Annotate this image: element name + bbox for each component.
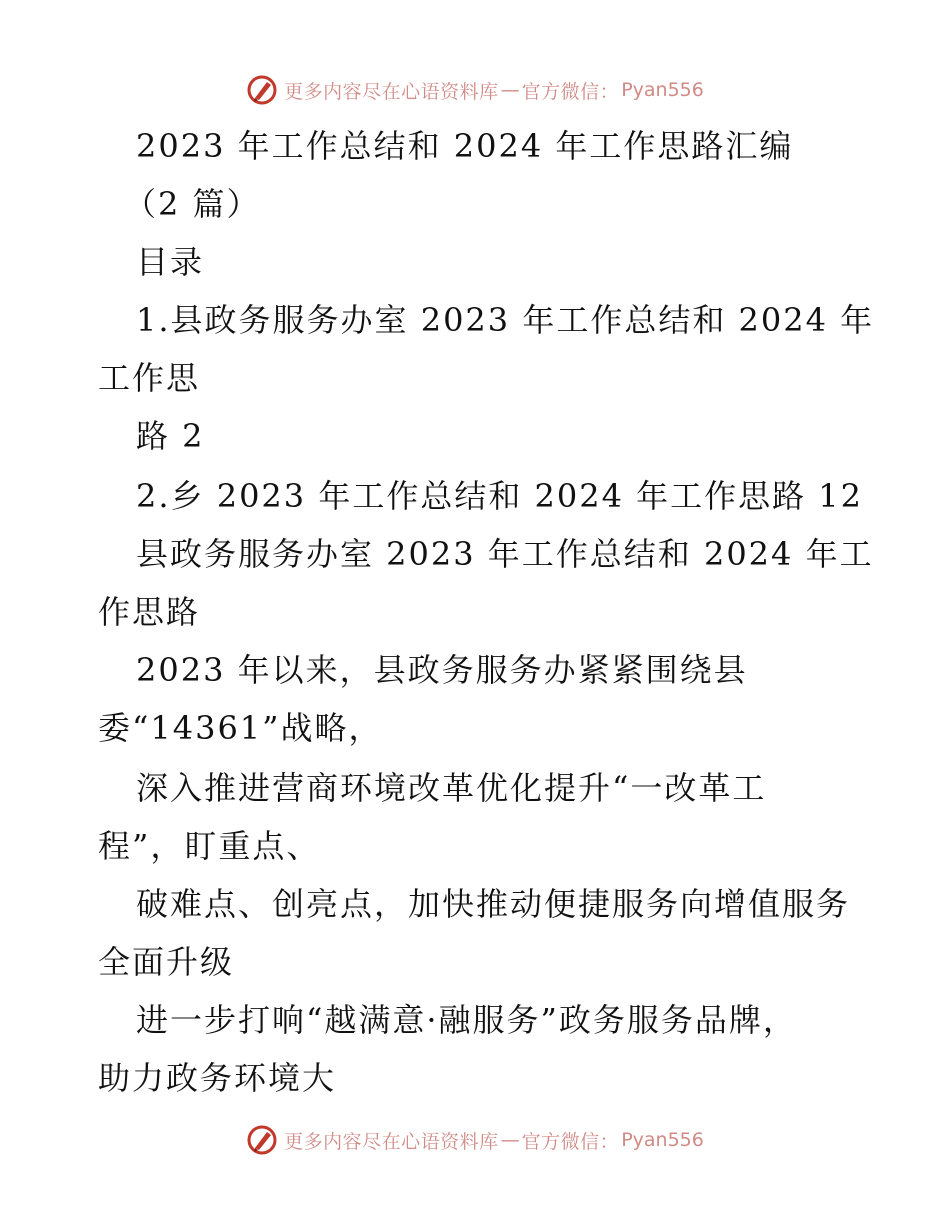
paragraph-2-line-a: 深入推进营商环境改革优化提升“一改革工 [136,769,767,807]
paragraph-3-line-b: 全面升级 [98,943,235,981]
watermark-dash: — [500,1129,520,1151]
doc-title-line-1: 2023 年工作总结和 2024 年工作思路汇编 [136,127,794,165]
watermark-header [0,70,950,110]
toc-heading: 目录 [136,243,205,281]
watermark-footer [0,1120,950,1160]
paragraph-4-line-b: 助力政务环境大 [98,1059,337,1097]
toc-item-1-line-c: 路 2 [136,417,205,455]
watermark-wechat-handle: Pyan556 [621,79,704,101]
doc-title-line-2: （2 篇） [124,185,261,223]
watermark-wechat-handle: Pyan556 [621,1129,704,1151]
paragraph-3-line-a: 破难点、创亮点，加快推动便捷服务向增值服务 [136,885,851,923]
watermark-main-text: 更多内容尽在心语资料库 [284,80,499,103]
watermark-official-label: 官方微信： [521,1130,620,1153]
pen-logo-icon [246,1124,278,1156]
watermark-main-text: 更多内容尽在心语资料库 [284,1130,499,1153]
toc-item-2: 2.乡 2023 年工作总结和 2024 年工作思路 12 [136,477,863,515]
watermark-dash: — [500,79,520,101]
watermark-official-label: 官方微信： [521,80,620,103]
pen-logo-icon [246,74,278,106]
paragraph-2-line-b: 程”，盯重点、 [98,827,321,865]
toc-item-1-line-a: 1.县政务服务办室 2023 年工作总结和 2024 年 [136,301,875,339]
section-title-line-b: 作思路 [98,593,201,631]
toc-item-1-line-b: 工作思 [98,359,201,397]
paragraph-1-line-b: 委“14361”战略， [98,709,383,747]
paragraph-1-line-a: 2023 年以来，县政务服务办紧紧围绕县 [136,651,748,689]
section-title-line-a: 县政务服务办室 2023 年工作总结和 2024 年工 [136,535,874,573]
paragraph-4-line-a: 进一步打响“越满意·融服务”政务服务品牌， [136,1001,797,1039]
